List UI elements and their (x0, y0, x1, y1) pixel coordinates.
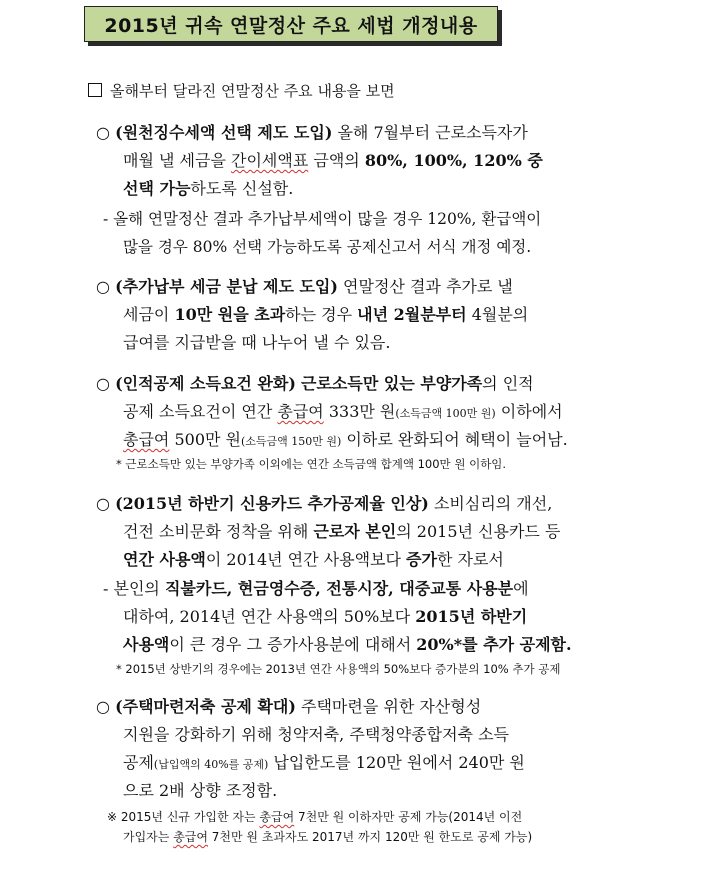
s4-detail2: 대하여, 2014년 연간 사용액의 50%보다 2015년 하반기 (123, 607, 528, 626)
bullet-circle-icon: ○ (96, 697, 110, 716)
s2-line3: 급여를 지급받을 때 나누어 낼 수 있음. (123, 333, 391, 352)
s1-detail2: 많을 경우 80% 선택 가능하도록 공제신고서 서식 개정 예정. (123, 238, 532, 256)
s1-detail1: - 올해 연말정산 결과 추가납부세액이 많을 경우 120%, 환급액이 (103, 210, 542, 228)
document-title: 2015년 귀속 연말정산 주요 세법 개정내용 (84, 6, 498, 42)
s2-heading: (추가납부 세금 분납 제도 도입) (115, 277, 338, 296)
s5-note1: ※ 2015년 신규 가입한 자는 총급여 7천만 원 이하자만 공제 가능(2014년 이전 (107, 810, 523, 824)
checkbox-square-icon (88, 83, 102, 97)
s1-heading: (원천징수세액 선택 제도 도입) (115, 123, 333, 142)
s3-note: * 근로소득만 있는 부양가족 이외에는 연간 소득금액 합계액 100만 원 이하임. (116, 457, 507, 471)
bullet-circle-icon: ○ (96, 494, 110, 513)
s4-detail1: - 본인의 직불카드, 현금영수증, 전통시장, 대중교통 사용분에 (103, 579, 529, 598)
s5-line4: 으로 2배 상향 조정함. (123, 781, 278, 800)
s5-line1: ○ (주택마련저축 공제 확대) 주택마련을 위한 자산형성 (96, 697, 482, 716)
s4-line3: 연간 사용액이 2014년 연간 사용액보다 증가한 자로서 (123, 550, 504, 569)
s3-line1: ○ (인적공제 소득요건 완화) 근로소득만 있는 부양가족의 인적 (96, 374, 534, 393)
s2-line2: 세금이 10만 원을 초과하는 경우 내년 2월분부터 4월분의 (123, 305, 529, 324)
intro-text: 올해부터 달라진 연말정산 주요 내용을 보면 (110, 82, 395, 100)
s5-note2: 가입자는 총급여 7천만 원 초과자도 2017년 까지 120만 원 한도로 공제 가능) (123, 830, 533, 844)
s4-line1: ○ (2015년 하반기 신용카드 추가공제율 인상) 소비심리의 개선, (96, 494, 553, 513)
s5-heading: (주택마련저축 공제 확대) (115, 697, 296, 716)
s4-line2: 건전 소비문화 정착을 위해 근로자 본인의 2015년 신용카드 등 (123, 522, 561, 541)
s2-line1: ○ (추가납부 세금 분납 제도 도입) 연말정산 결과 추가로 낼 (96, 277, 513, 296)
s3-line3: 총급여 500만 원(소득금액 150만 원) 이하로 완화되어 혜택이 늘어남. (123, 430, 568, 449)
s4-heading: (2015년 하반기 신용카드 추가공제율 인상) (115, 494, 429, 513)
s4-note: * 2015년 상반기의 경우에는 2013년 연간 사용액의 50%보다 증가분의 10% 추가 공제 (116, 662, 561, 676)
s5-line2: 지원을 강화하기 위해 청약저축, 주택청약종합저축 소득 (123, 725, 510, 744)
s1-line2: 매월 낼 세금을 간이세액표 금액의 80%, 100%, 120% 중 (123, 151, 543, 170)
bullet-circle-icon: ○ (96, 374, 110, 393)
s1-line3: 선택 가능하도록 신설함. (123, 179, 294, 198)
s3-line2: 공제 소득요건이 연간 총급여 333만 원(소득금액 100만 원) 이하에서 (123, 402, 563, 421)
s5-line3: 공제(납입액의 40%를 공제) 납입한도를 120만 원에서 240만 원 (123, 753, 525, 772)
s1-line1: ○ (원천징수세액 선택 제도 도입) 올해 7월부터 근로소득자가 (96, 123, 528, 142)
bullet-circle-icon: ○ (96, 123, 110, 142)
s4-detail3: 사용액이 큰 경우 그 증가사용분에 대해서 20%*를 추가 공제함. (123, 635, 572, 654)
s3-heading: (인적공제 소득요건 완화) (115, 374, 296, 393)
intro-line (88, 83, 395, 99)
bullet-circle-icon: ○ (96, 277, 110, 296)
